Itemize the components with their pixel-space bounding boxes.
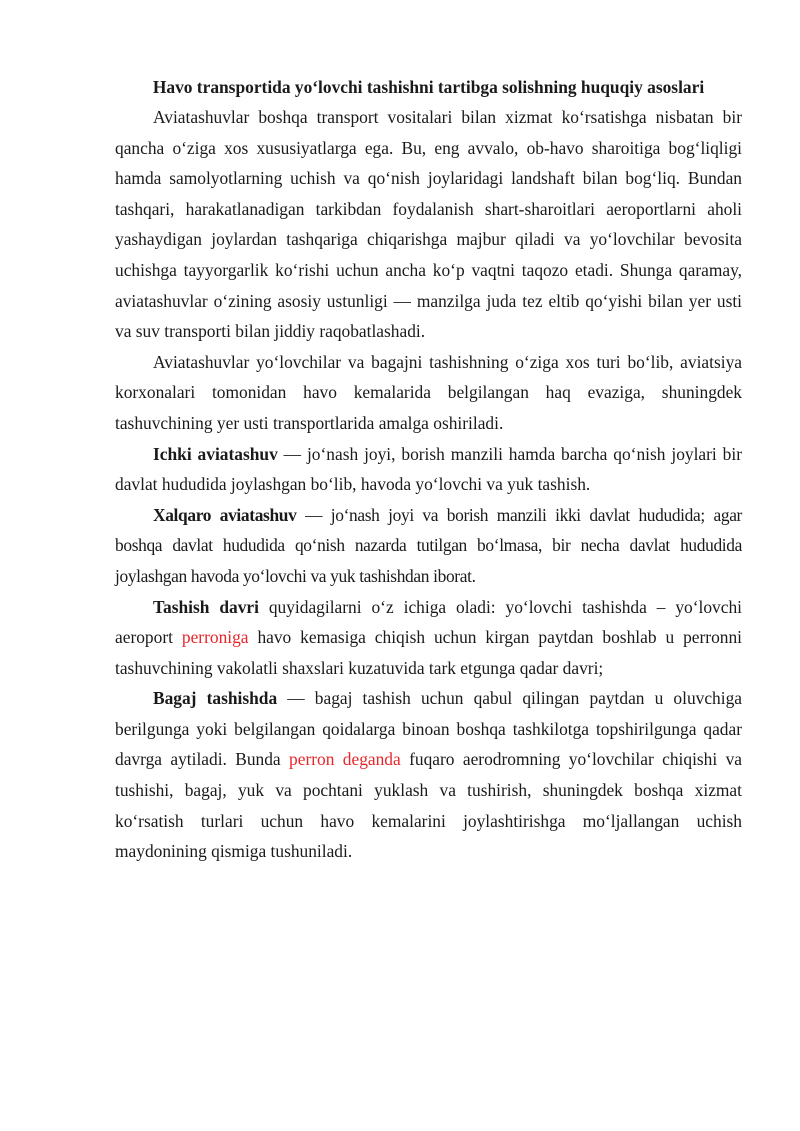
term-tashish-davri: Tashish davri: [153, 596, 259, 617]
paragraph-tashish-davri: [115, 592, 742, 684]
page-title: Havo transportida yo‘lovchi tashishni tartibga solishning huquqiy asoslari: [152, 77, 705, 97]
paragraph-aviatashuvlar: Aviatashuvlar yo‘lovchilar va bagajni tashishning o‘ziga xos turi bo‘lib, aviatsiya korxonalari tomonidan havo kemalarida belgilangan haq evaziga, shuningdek tashuvchining yer usti transportlarida amalga oshiriladi.: [115, 351, 742, 433]
paragraph-ichki-aviatashuv: [115, 439, 742, 500]
definition-tashish-davri-part2: havo kemasiga chiqish uchun kirgan paytdan boshlab u perronni tashuvchining vakolatli shaxslari kuzatuvida tark etgunga qadar davri;: [115, 627, 742, 678]
paragraph-intro: Aviatashuvlar boshqa transport vositalari bilan xizmat ko‘rsatishga nisbatan bir qancha o‘ziga xos xususiyatlarga ega. Bu, eng avvalo, ob-havo sharoitiga bog‘liqligi hamda samolyotlarning uchish va qo‘nish joylaridagi landshaft bilan bog‘liq. Bundan tashqari, harakatlanadigan tarkibdan foydalanish shart-sharoitlari aeroportlarni aholi yashaydigan joylardan tashqariga chiqarishga majbur qiladi va yo‘lovchilar bevosita uchishga tayyorgarlik ko‘rishi uchun ancha ko‘p vaqtni taqozo etadi. Shunga qaramay, aviatashuvlar o‘zining asosiy ustunligi — manzilga juda tez eltib qo‘yishi bilan yer usti va suv transporti bilan jiddiy raqobatlashadi.: [115, 107, 742, 342]
document-page: [115, 72, 742, 867]
paragraph-bagaj-tashishda: [115, 683, 742, 867]
definition-ichki-aviatashuv: — jo‘nash joyi, borish manzili hamda barcha qo‘nish joylari bir davlat hududida joylashgan bo‘lib, havoda yo‘lovchi va yuk tashish.: [115, 443, 742, 495]
highlight-perroniga: perroniga: [181, 627, 249, 648]
paragraph-xalqaro-aviatashuv: [115, 500, 742, 592]
term-xalqaro-aviatashuv: Xalqaro aviatashuv: [153, 504, 297, 525]
definition-bagaj-tashishda-part1: — bagaj tashish uchun qabul qilingan paytdan u oluvchiga berilgunga yoki belgilangan qoidalarga binoan boshqa tashkilotga topshirilgunga qadar davrga aytiladi. Bunda: [115, 688, 742, 770]
term-ichki-aviatashuv: Ichki aviatashuv: [153, 443, 278, 464]
definition-tashish-davri-part1: quyidagilarni o‘z ichiga oladi: yo‘lovchi tashishda – yo‘lovchi aeroport: [115, 596, 742, 648]
term-bagaj-tashishda: Bagaj tashishda: [153, 688, 278, 709]
definition-bagaj-tashishda-part2: fuqaro aerodromning yo‘lovchilar chiqishi va tushishi, bagaj, yuk va pochtani yuklash va tushirish, shuningdek boshqa xizmat ko‘rsatish turlari uchun havo kemalarini joylashtirishga mo‘ljallangan uchish maydonining qismiga tushuniladi.: [115, 749, 742, 862]
highlight-perron-deganda: perron deganda: [289, 749, 401, 770]
definition-xalqaro-aviatashuv: — jo‘nash joyi va borish manzili ikki davlat hududida; agar boshqa davlat hududida qo‘nish nazarda tutilgan bo‘lmasa, bir necha davlat hududida joylashgan havoda yo‘lovchi va yuk tashishdan iborat.: [115, 504, 743, 586]
